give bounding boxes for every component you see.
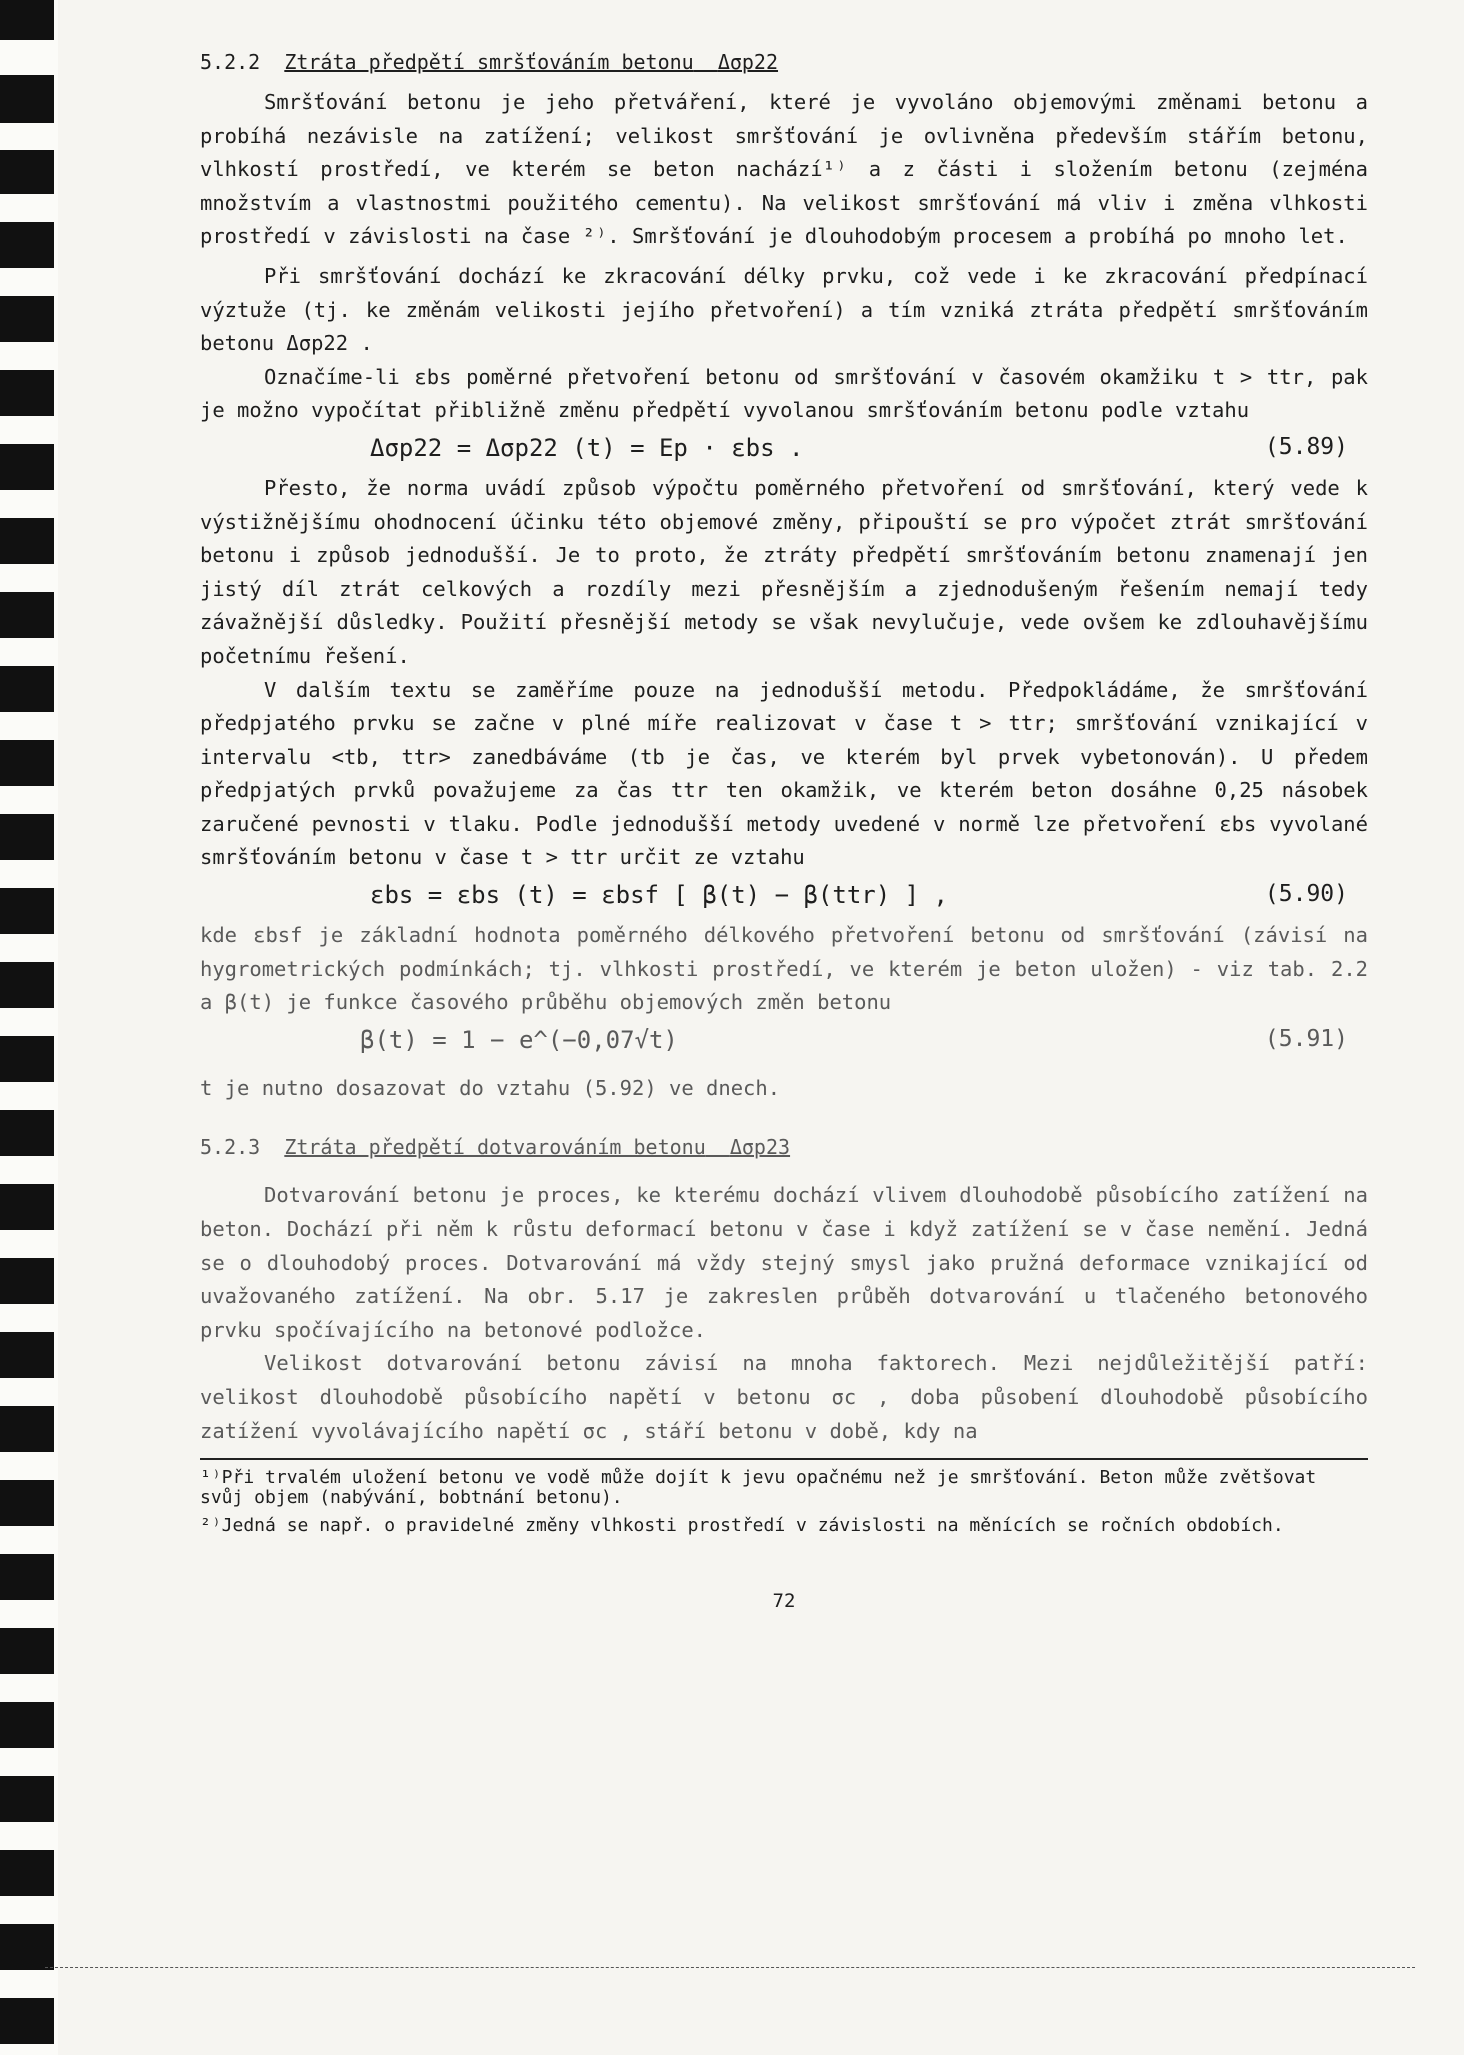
heading-number: 5.2.2 [200,50,261,74]
paragraph: Velikost dotvarování betonu závisí na mnoha faktorech. Mezi nejdůležitější patří: velikost dlouhodobě působícího napětí v betonu σc , doba působení dlouhodobě působícího zatížení vyvolávajícího napětí σc , stáří betonu v době, kdy na [200,1351,1368,1443]
equation-5-89 [200,428,1368,472]
footnote-1: ¹⁾Při trvalém uložení betonu ve vodě může dojít k jevu opačnému než je smršťování. Beton může zvětšovat svůj objem (nabývání, bobtnání betonu). [200,1467,1317,1509]
paragraph: kde εbsf je základní hodnota poměrného délkového přetvoření betonu od smršťování (závisí na hygrometrických podmínkách; tj. vlhkosti prostředí, ve kterém je beton uložen) - viz tab. 2.2 a β(t) je funkce časového průběhu objemových změn betonu [200,923,1368,1015]
paragraph: Označíme-li εbs poměrné přetvoření betonu od smršťování v časovém okamžiku t > ttr, pak je možno vypočítat přibližně změnu předpětí vyvolanou smršťováním betonu podle vztahu [200,364,1368,423]
equation-5-90 [200,875,1368,919]
heading-text: Ztráta předpětí smršťováním betonu [284,50,694,74]
section-heading-5-2-3 [200,1135,1368,1159]
footnote-2: ²⁾Jedná se např. o pravidelné změny vlhkosti prostředí v závislosti na měnících se ročních obdobích. [200,1515,1284,1537]
equation-text: β(t) = 1 − e^(−0,07√t) [360,1025,678,1054]
heading-number: 5.2.3 [200,1135,261,1160]
page-bottom-edge [45,1967,1415,1968]
document-page [200,40,1368,1612]
paragraph: V dalším textu se zaměříme pouze na jednodušší metodu. Předpokládáme, že smršťování předpjatého prvku se začne v plné míře realizovat v čase t > ttr; smršťování vznikající v intervalu <tb, ttr> zanedbáváme (tb je čas, ve kterém byl prvek vybetonován). U předem předpjatých prvků považujeme za čas ttr ten okamžik, ve kterém beton dosáhne 0,25 násobek zaručené pevnosti v tlaku. Podle jednodušší metody uvedené v normě lze přetvoření εbs vyvolané smršťováním betonu v čase t > ttr určit ze vztahu [200,677,1368,870]
equation-text: εbs = εbs (t) = εbsf [ β(t) − β(ttr) ] , [370,881,948,910]
equation-text: Δσp22 = Δσp22 (t) = Ep · εbs . [370,433,804,462]
equation-number: (5.90) [1264,881,1348,908]
paragraph: Přesto, že norma uvádí způsob výpočtu poměrného přetvoření od smršťování, který vede k výstižnějšímu ohodnocení účinku této objemové změny, připouští se pro výpočet ztrát smršťování betonu i způsob jednodušší. Je to proto, že ztráty předpětí smršťováním betonu znamenají jen jistý díl ztrát celkových a rozdíly mezi přesnějším a zjednodušeným řešením nemají tedy závažnější důsledky. Použití přesnější metody se však nevylučuje, vede ovšem ke zdlouhavějšímu početnímu řešení. [200,475,1368,668]
heading-symbol: Δσp22 [717,50,779,74]
paragraph: t je nutno dosazovat do vztahu (5.92) ve dnech. [200,1075,781,1100]
heading-symbol: Δσp23 [729,1135,791,1160]
spiral-binding [0,0,58,2055]
section-heading-5-2-2 [200,50,1368,74]
paragraph: Smršťování betonu je jeho přetváření, které je vyvoláno objemovými změnami betonu a probíhá nezávisle na zatížení; velikost smršťování je ovlivněna především stářím betonu, vlhkostí prostředí, ve kterém se beton nachází¹⁾ a z části i složením betonu (zejména množstvím a vlastnostmi použitého cementu). Na velikost smršťování má vliv i změna vlhkosti prostředí v závislosti na čase ²⁾. Smršťování je dlouhodobým procesem a probíhá po mnoho let. [200,90,1368,249]
equation-5-91 [200,1020,1368,1064]
equation-number: (5.89) [1264,433,1348,460]
heading-text: Ztráta předpětí dotvarováním betonu [284,1135,706,1160]
paragraph: Dotvarování betonu je proces, ke kterému dochází vlivem dlouhodobě působícího zatížení na beton. Dochází při něm k růstu deformací betonu v čase i když zatížení se v čase nemění. Jedná se o dlouhodobý proces. Dotvarování má vždy stejný smysl jako pružná deformace vznikající od uvažovaného zatížení. Na obr. 5.17 je zakreslen průběh dotvarování u tlačeného betonového prvku spočívajícího na betonové podložce. [200,1183,1368,1342]
paragraph: Při smršťování dochází ke zkracování délky prvku, což vede i ke zkracování předpínací výztuže (tj. ke změnám velikosti jejího přetvoření) a tím vzniká ztráta předpětí smršťováním betonu Δσp22 . [200,263,1368,356]
footnote-rule [200,1458,1368,1460]
equation-number: (5.91) [1264,1025,1348,1052]
page-number: 72 [772,1590,796,1613]
